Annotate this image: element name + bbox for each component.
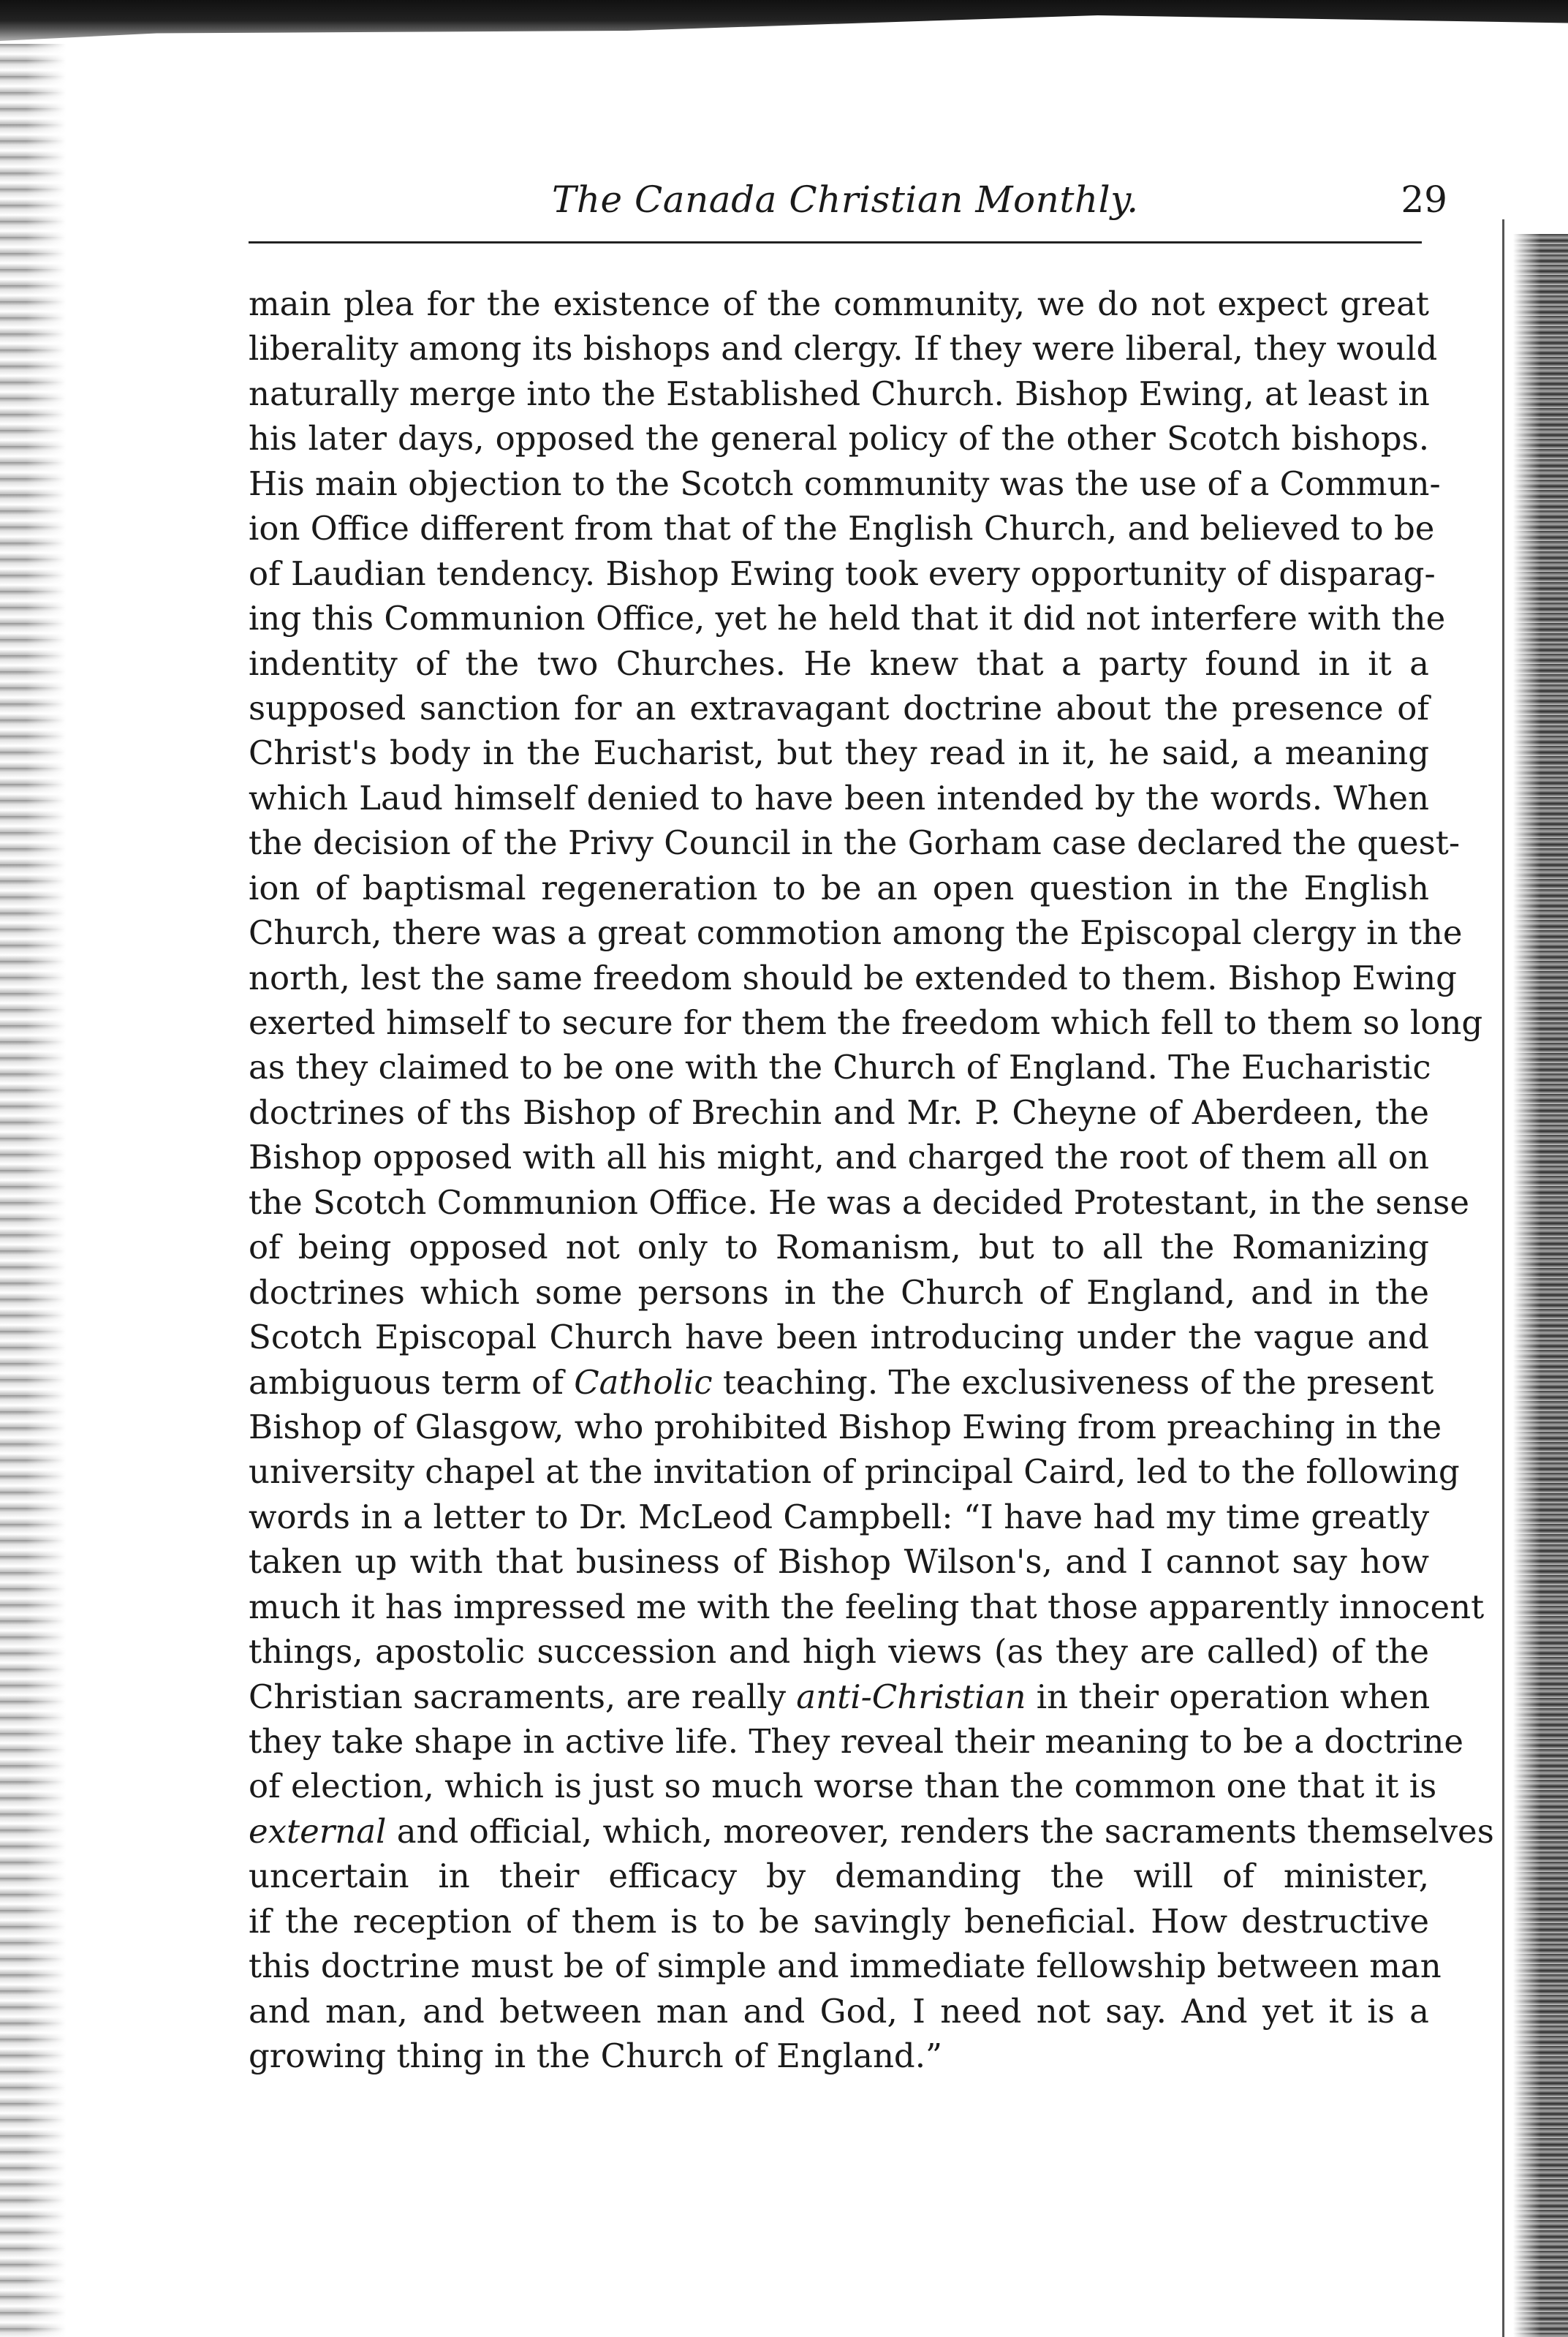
text-line bbox=[249, 1449, 1460, 1494]
text-segment: north, lest the same freedom should be extended to them. Bishop Ewing bbox=[249, 958, 1457, 997]
italic-phrase: Catholic bbox=[574, 1362, 713, 1402]
text-line bbox=[249, 1315, 1429, 1359]
text-segment: liberality among its bishops and clergy. If they were liberal, they would bbox=[249, 329, 1438, 369]
text-line bbox=[249, 551, 1436, 596]
text-segment: uncertain in their efficacy by demanding the will of minister, bbox=[249, 1857, 1429, 1896]
text-segment: if the reception of them is to be savingly beneficial. How destructive bbox=[249, 1901, 1429, 1941]
text-line bbox=[249, 1585, 1485, 1629]
body-text bbox=[249, 282, 1494, 2079]
text-line bbox=[249, 1270, 1429, 1315]
running-title: The Canada Christian Monthly. bbox=[552, 178, 1139, 221]
text-line bbox=[249, 371, 1429, 416]
text-segment: his later days, opposed the general policy of the other Scotch bishops. bbox=[249, 419, 1429, 458]
text-segment: and man, and between man and God, I need not say. And yet it is a bbox=[249, 1991, 1429, 2031]
text-line bbox=[249, 1090, 1429, 1135]
text-line bbox=[249, 416, 1429, 461]
text-segment: which Laud himself denied to have been intended by the words. When bbox=[249, 778, 1429, 818]
scan-left-binding-edge bbox=[0, 44, 66, 2337]
text-segment: teaching. The exclusiveness of the present bbox=[712, 1362, 1434, 1402]
text-segment: of being opposed not only to Romanism, but to all the Romanizing bbox=[249, 1228, 1429, 1267]
text-line bbox=[249, 910, 1463, 955]
header-rule bbox=[249, 241, 1422, 243]
text-segment: ion Office different from that of the English Church, and believed to be bbox=[249, 509, 1435, 548]
text-segment: Scotch Episcopal Church have been introducing under the vague and bbox=[249, 1318, 1429, 1357]
text-line bbox=[249, 866, 1429, 910]
text-segment: the decision of the Privy Council in the Gorham case declared the quest- bbox=[249, 823, 1461, 863]
text-segment: supposed sanction for an extravagant doctrine about the presence of bbox=[249, 688, 1429, 728]
text-segment: Christ's body in the Eucharist, but they read in it, he said, a meaning bbox=[249, 733, 1429, 773]
text-segment: taken up with that business of Bishop Wilson's, and I cannot say how bbox=[249, 1542, 1429, 1582]
text-line bbox=[249, 1360, 1434, 1405]
text-line bbox=[249, 1045, 1429, 1090]
text-segment: of election, which is just so much worse than the common one that it is bbox=[249, 1767, 1437, 1806]
text-line bbox=[249, 1944, 1442, 1988]
text-segment: growing thing in the Church of England.” bbox=[249, 2036, 943, 2076]
text-line bbox=[249, 1899, 1429, 1944]
running-head bbox=[249, 174, 1447, 225]
text-line bbox=[249, 686, 1429, 730]
text-line bbox=[249, 596, 1446, 641]
text-line bbox=[249, 282, 1429, 326]
scan-right-margin-line bbox=[1502, 219, 1504, 2337]
text-line bbox=[249, 1495, 1429, 1539]
text-segment: university chapel at the invitation of principal Caird, led to the following bbox=[249, 1452, 1460, 1492]
text-segment: ambiguous term of bbox=[249, 1362, 575, 1402]
text-line bbox=[249, 956, 1457, 1000]
text-segment: of Laudian tendency. Bishop Ewing took every opportunity of disparag- bbox=[249, 554, 1436, 593]
text-segment: and official, which, moreover, renders the sacraments themselves bbox=[386, 1811, 1494, 1851]
text-line bbox=[249, 730, 1429, 775]
text-segment: in their operation when bbox=[1026, 1677, 1431, 1716]
text-line bbox=[249, 1675, 1429, 1719]
text-line bbox=[249, 1629, 1429, 1674]
text-segment: naturally merge into the Established Church. Bishop Ewing, at least in bbox=[249, 374, 1430, 413]
text-segment: Church, there was a great commotion among the Episcopal clergy in the bbox=[249, 913, 1463, 953]
text-segment: ing this Communion Office, yet he held that it did not interfere with the bbox=[249, 599, 1446, 638]
text-segment: Christian sacraments, are really bbox=[249, 1677, 797, 1716]
text-segment: Bishop opposed with all his might, and charged the root of them all on bbox=[249, 1138, 1429, 1177]
italic-phrase: external bbox=[249, 1811, 387, 1851]
text-segment: things, apostolic succession and high views (as they are called) of the bbox=[249, 1632, 1429, 1672]
text-line bbox=[249, 1539, 1429, 1584]
scan-right-page-edges bbox=[1513, 234, 1568, 2337]
text-segment: they take shape in active life. They reveal their meaning to be a doctrine bbox=[249, 1722, 1464, 1761]
text-line bbox=[249, 1989, 1429, 2034]
text-line bbox=[249, 326, 1438, 371]
italic-phrase: anti-Christian bbox=[796, 1677, 1026, 1716]
text-line bbox=[249, 1809, 1494, 1854]
text-line bbox=[249, 1405, 1442, 1449]
text-segment: ion of baptismal regeneration to be an open question in the English bbox=[249, 868, 1429, 907]
text-line bbox=[249, 1719, 1464, 1764]
page-number: 29 bbox=[1401, 178, 1447, 221]
text-segment: this doctrine must be of simple and immediate fellowship between man bbox=[249, 1947, 1442, 1986]
text-line bbox=[249, 1225, 1429, 1269]
text-segment: doctrines which some persons in the Church of England, and in the bbox=[249, 1272, 1429, 1312]
text-segment: Bishop of Glasgow, who prohibited Bishop Ewing from preaching in the bbox=[249, 1407, 1442, 1446]
text-segment: words in a letter to Dr. McLeod Campbell: “I have had my time greatly bbox=[249, 1497, 1429, 1536]
text-line bbox=[249, 506, 1435, 551]
text-line bbox=[249, 461, 1441, 506]
text-line bbox=[249, 1180, 1470, 1225]
scan-top-edge bbox=[0, 0, 1568, 51]
text-line bbox=[249, 776, 1429, 820]
text-segment: doctrines of ths Bishop of Brechin and Mr. P. Cheyne of Aberdeen, the bbox=[249, 1092, 1429, 1132]
text-segment: indentity of the two Churches. He knew that a party found in it a bbox=[249, 643, 1429, 683]
text-segment: main plea for the existence of the community, we do not expect great bbox=[249, 284, 1429, 323]
text-segment: exerted himself to secure for them the freedom which fell to them so long bbox=[249, 1003, 1483, 1042]
text-line bbox=[249, 1135, 1429, 1179]
text-segment: His main objection to the Scotch community was the use of a Commun- bbox=[249, 464, 1441, 503]
text-line bbox=[249, 1854, 1429, 1898]
text-line bbox=[249, 820, 1461, 865]
text-line bbox=[249, 641, 1429, 686]
text-line bbox=[249, 2034, 1429, 2078]
text-segment: the Scotch Communion Office. He was a decided Protestant, in the sense bbox=[249, 1182, 1470, 1222]
text-line bbox=[249, 1000, 1483, 1045]
text-segment: much it has impressed me with the feeling that those apparently innocent bbox=[249, 1587, 1485, 1626]
text-segment: as they claimed to be one with the Church of England. The Eucharistic bbox=[249, 1048, 1431, 1087]
text-line bbox=[249, 1764, 1437, 1808]
